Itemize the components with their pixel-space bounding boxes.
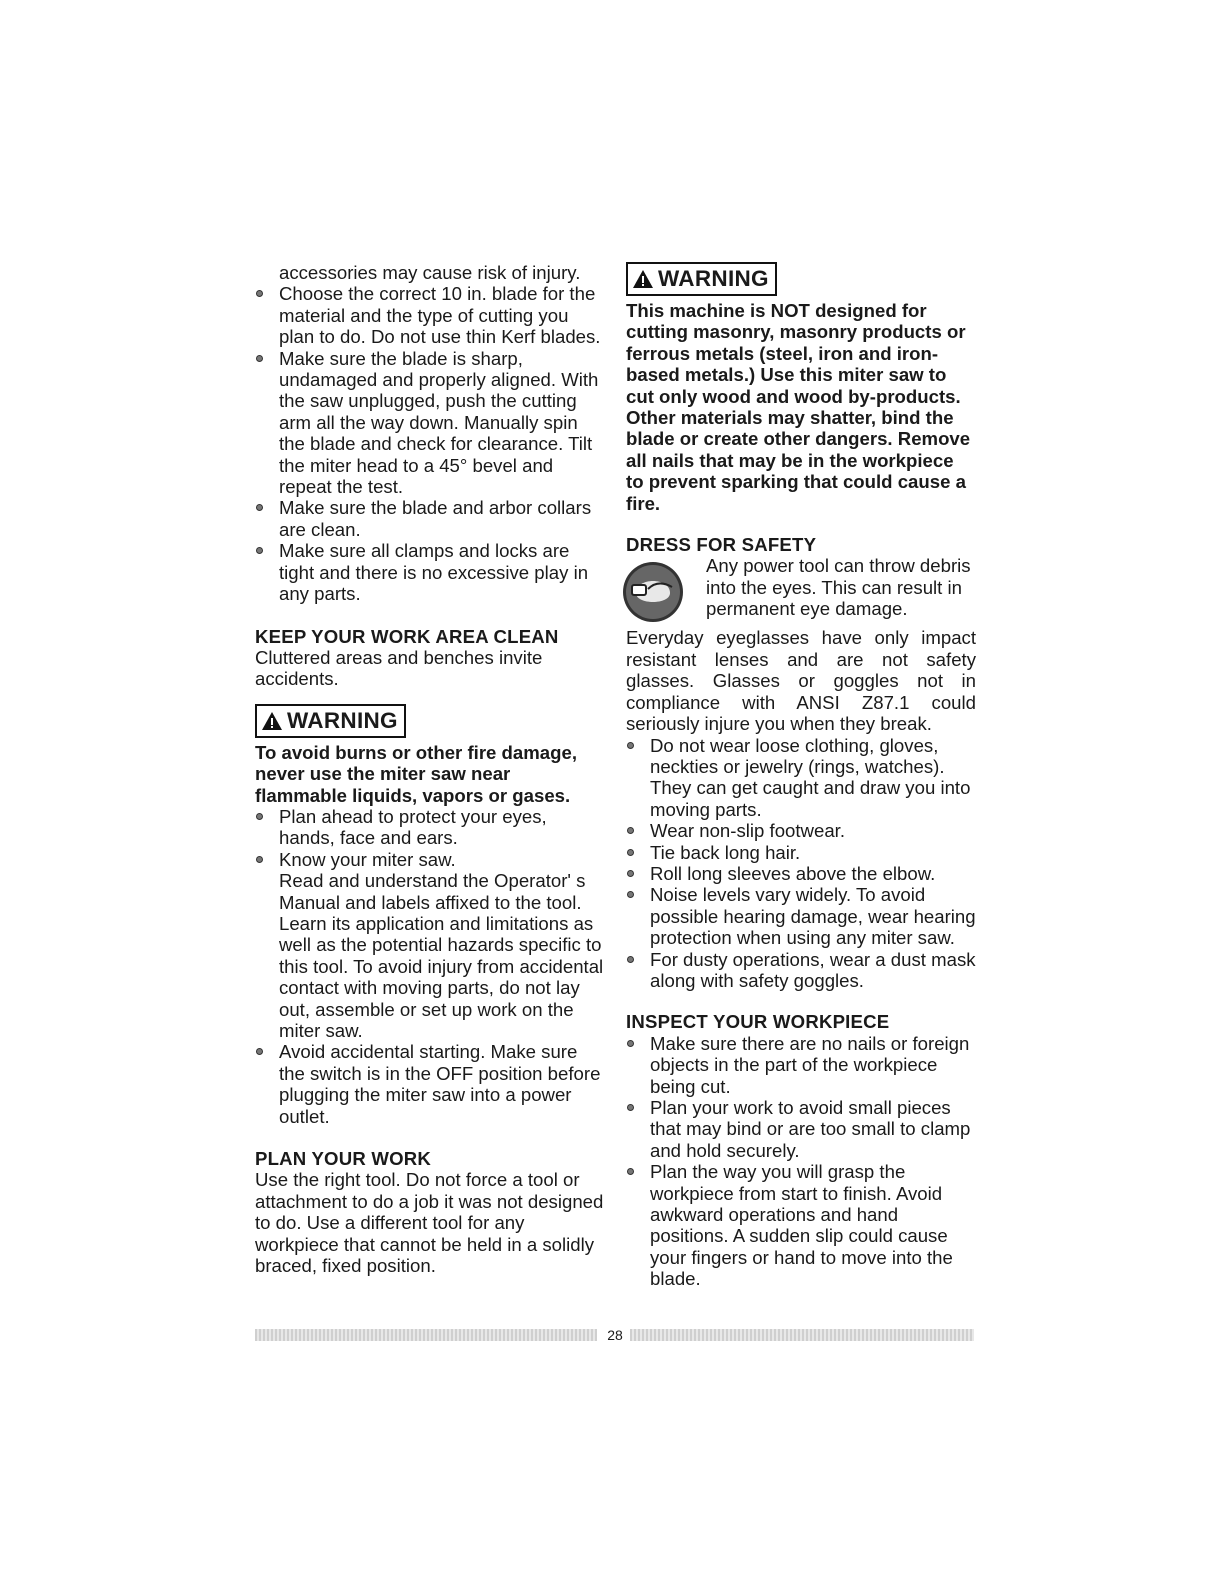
warning-label: WARNING: [287, 708, 398, 734]
warning-label: WARNING: [658, 266, 769, 292]
list-item: Roll long sleeves above the elbow.: [626, 863, 976, 884]
list-item: Avoid accidental starting. Make sure the switch is in the OFF position before plugging the miter saw into a power outlet.: [255, 1041, 607, 1127]
dress-heading: DRESS FOR SAFETY: [626, 534, 817, 556]
dress-icon-text: Any power tool can throw debris into the eyes. This can result in permanent eye damage.: [706, 555, 971, 620]
list-item: Make sure the blade is sharp, undamaged and properly aligned. With the saw unplugged, push the cutting arm all the way down. Manually spin the blade and check for clearance. Tilt the miter head to a 45° bevel and repeat the test.: [255, 348, 607, 498]
list-item: Noise levels vary widely. To avoid possible hearing damage, wear hearing protection when using any miter saw.: [626, 884, 976, 948]
blade-check-list: [255, 283, 607, 604]
plan-work-text: Use the right tool. Do not force a tool or attachment to do a job it was not designed to do. Use a different tool for any workpiece that cannot be held in a solidly braced, fixed position.: [255, 1169, 604, 1277]
dress-text: Everyday eyeglasses have only impact resistant lenses and are not safety glasses. Glasses or goggles not in compliance with ANSI Z87.1 could seriously injure you when they break.: [626, 627, 976, 735]
dress-icon-row: [626, 555, 976, 627]
warning-text: To avoid burns or other fire damage, never use the miter saw near flammable liquids, vapors or gases.: [255, 741, 577, 806]
list-item: Plan the way you will grasp the workpiece from start to finish. Avoid awkward operations and hand positions. A sudden slip could cause your fingers or hand to move into the blade.: [626, 1161, 976, 1289]
footer-rule-left: [255, 1329, 597, 1341]
keep-clean-text: Cluttered areas and benches invite accidents.: [255, 646, 543, 690]
list-item: Plan ahead to protect your eyes, hands, face and ears.: [255, 806, 607, 849]
dress-list: [626, 735, 976, 992]
warning-label-box: [255, 704, 406, 738]
starting-list: [255, 1041, 607, 1127]
list-item: Wear non-slip footwear.: [626, 820, 976, 841]
right-column: [626, 262, 976, 1290]
list-item: Do not wear loose clothing, gloves, neckties or jewelry (rings, watches). They can get caught and draw you into moving parts.: [626, 735, 976, 821]
inspect-heading: INSPECT YOUR WORKPIECE: [626, 1011, 890, 1033]
list-item: Plan your work to avoid small pieces that may bind or are too small to clamp and hold securely.: [626, 1097, 976, 1161]
warning-text: This machine is NOT designed for cutting masonry, masonry products or ferrous metals (steel, iron and iron-based metals.) Use this miter saw to cut only wood and wood by-products. Other materials may shatter, bind the blade or create other dangers. Remove all nails that may be in the workpiece to prevent sparking that could cause a fire.: [626, 300, 971, 514]
list-item: Make sure there are no nails or foreign objects in the part of the workpiece being cut.: [626, 1033, 976, 1097]
footer-rule-right: [630, 1329, 974, 1341]
preparation-list: [255, 806, 607, 870]
safety-goggles-icon: [618, 557, 688, 627]
warning-triangle-icon: [632, 269, 654, 289]
list-item: Make sure the blade and arbor collars are clean.: [255, 497, 607, 540]
warning-triangle-icon: [261, 711, 283, 731]
list-item: Tie back long hair.: [626, 842, 976, 863]
page-number: 28: [607, 1327, 623, 1343]
warning-label-box: [626, 262, 777, 296]
inspect-list: [626, 1033, 976, 1290]
know-saw-detail: Read and understand the Operator' s Manual and labels affixed to the tool. Learn its application and limitations as well as the potential hazards specific to this tool. To avoid injury from accidental contact with moving parts, do not lay out, assemble or set up work on the miter saw.: [279, 870, 604, 1041]
lead-continuation: accessories may cause risk of injury.: [279, 262, 581, 283]
list-item: For dusty operations, wear a dust mask along with safety goggles.: [626, 949, 976, 992]
keep-clean-heading: KEEP YOUR WORK AREA CLEAN: [255, 625, 559, 647]
plan-work-heading: PLAN YOUR WORK: [255, 1148, 431, 1170]
left-column: [255, 262, 607, 1276]
list-item: Know your miter saw.: [255, 849, 607, 870]
list-item: Choose the correct 10 in. blade for the material and the type of cutting you plan to do. Do not use thin Kerf blades.: [255, 283, 607, 347]
list-item: Make sure all clamps and locks are tight and there is no excessive play in any parts.: [255, 540, 607, 604]
